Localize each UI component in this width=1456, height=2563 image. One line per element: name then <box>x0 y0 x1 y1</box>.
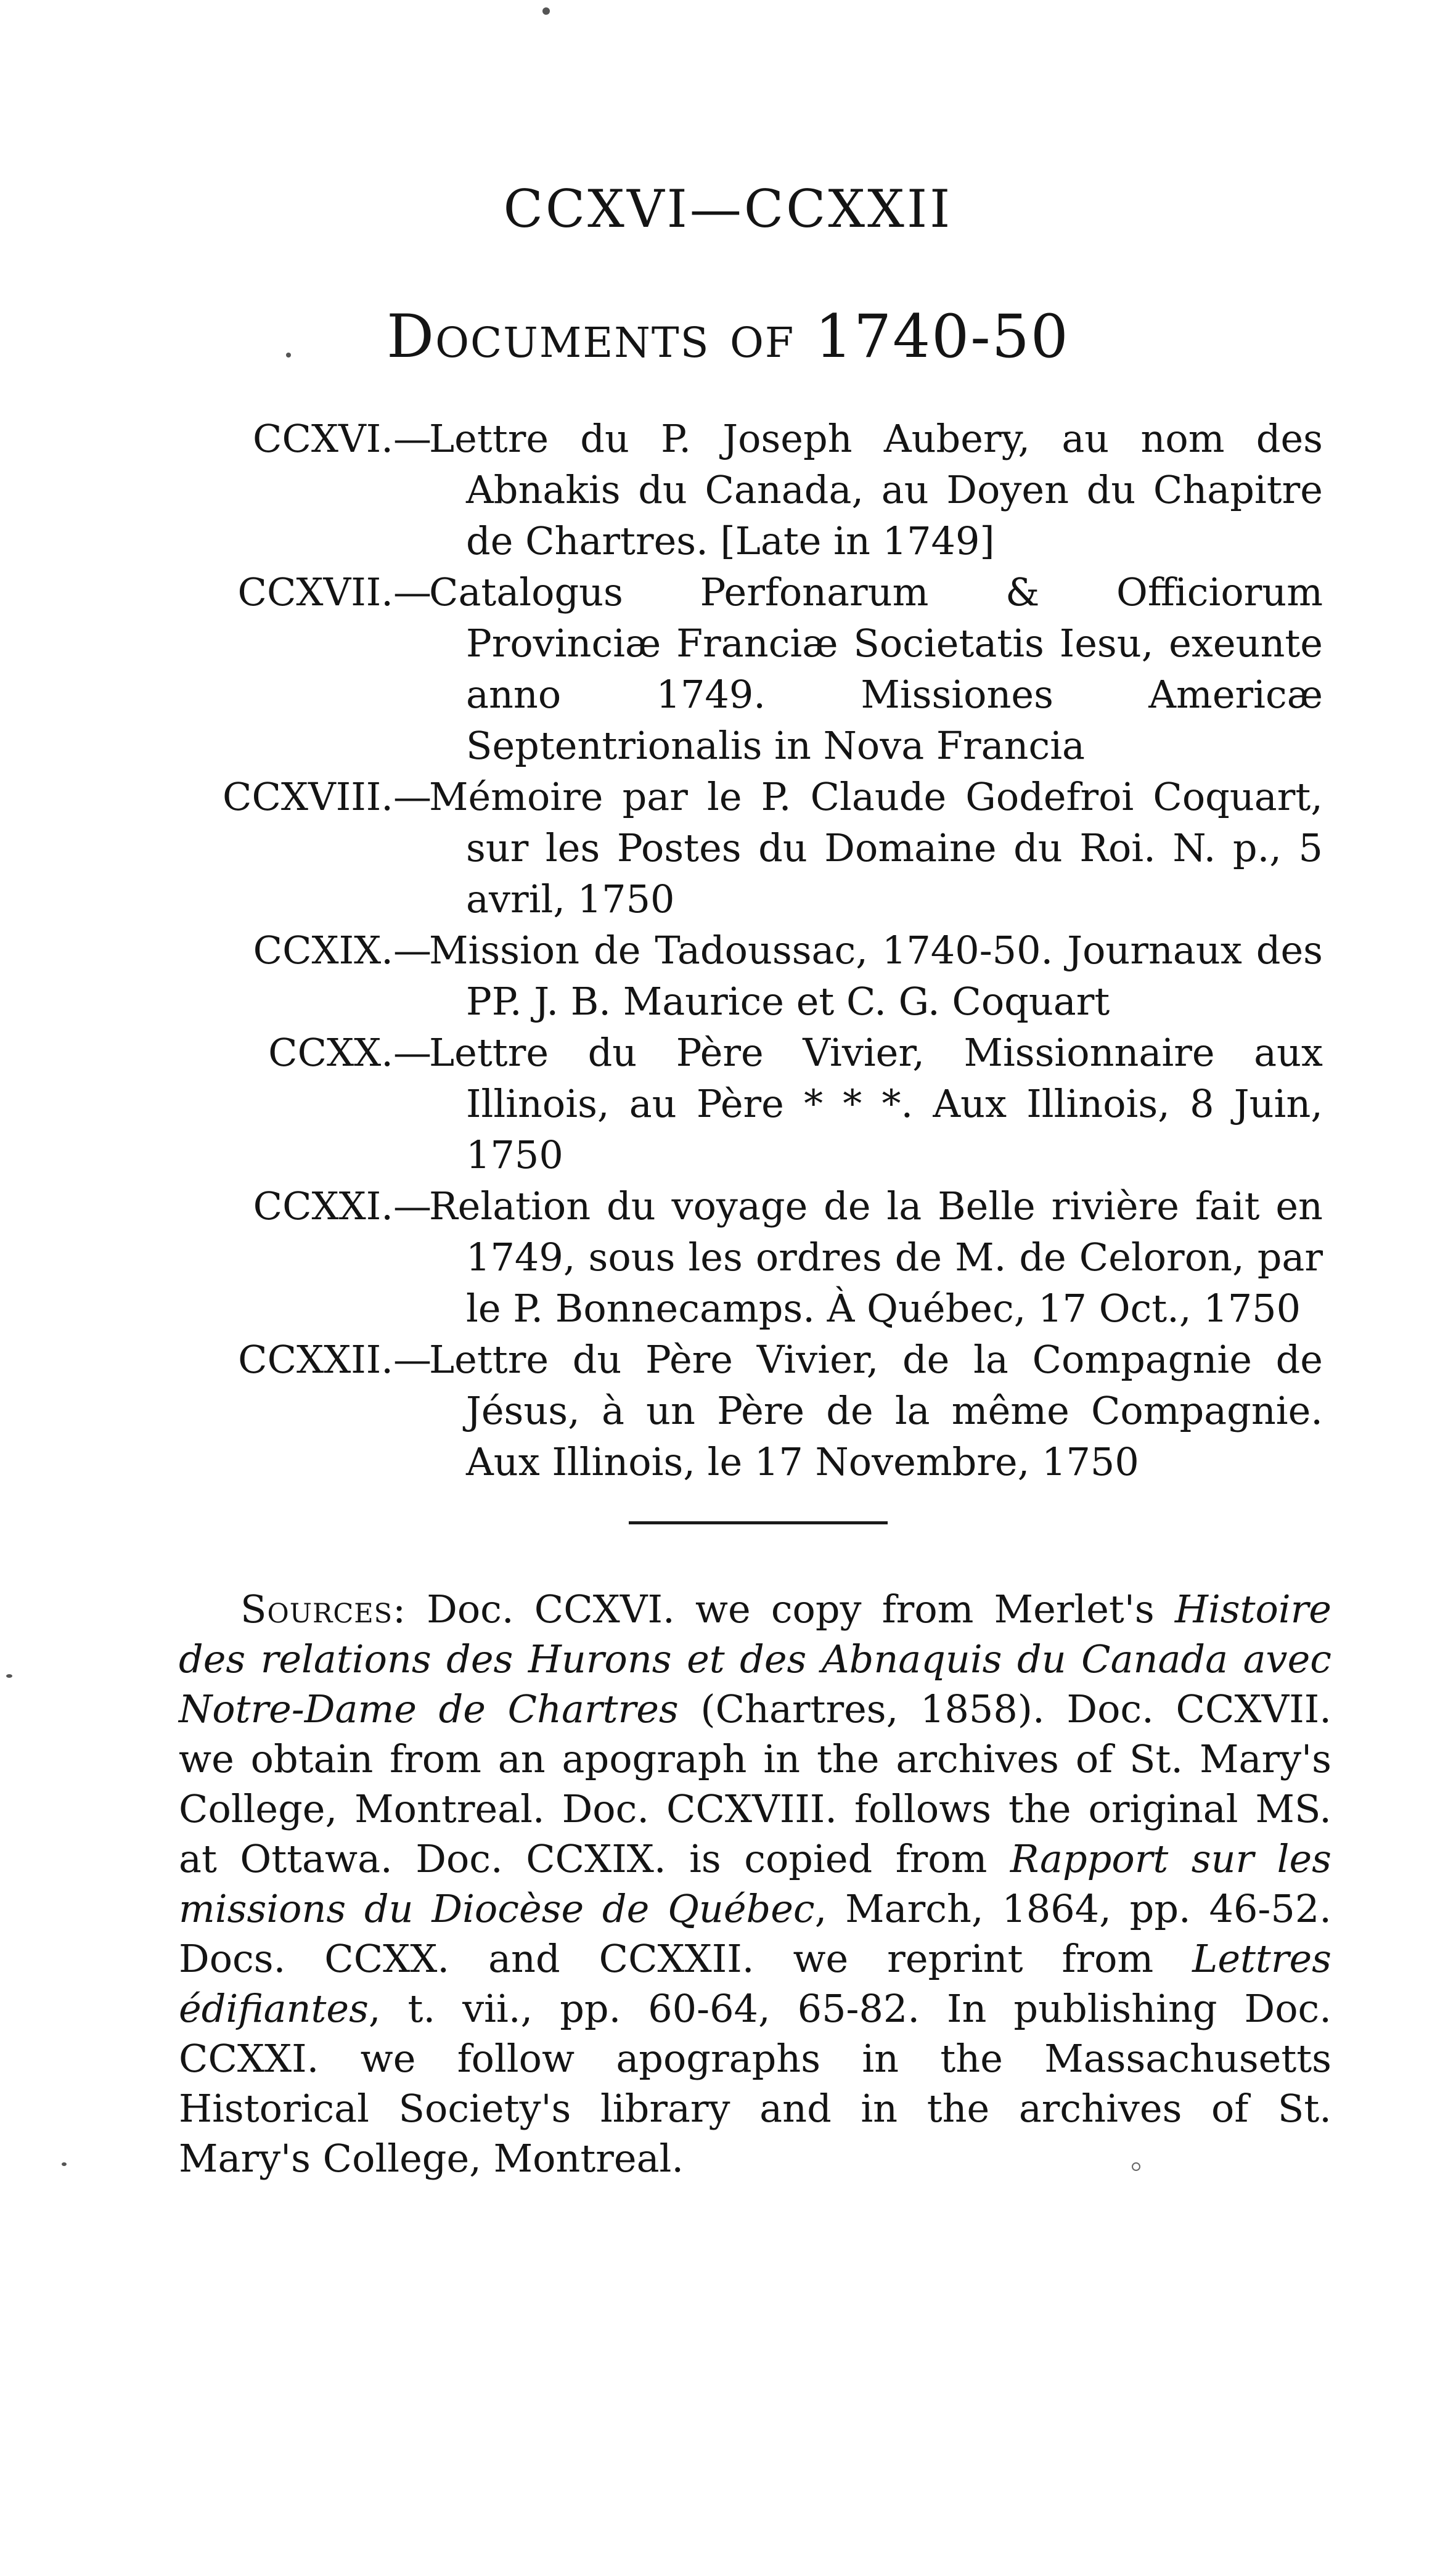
document-number: CCXVI.— <box>253 416 431 461</box>
scan-speck <box>1132 2162 1140 2171</box>
document-entry <box>0 1027 1456 1180</box>
section-divider <box>629 1521 888 1524</box>
document-entry <box>0 413 1456 566</box>
sources-text: , March, 1864, pp. 46-52. Docs. CCXX. and CCXXII. we reprint from <box>179 1886 1331 1981</box>
document-number: CCXX.— <box>268 1030 431 1075</box>
scan-speck <box>542 7 550 15</box>
scan-speck <box>62 2162 67 2166</box>
document-description: Lettre du Père Vivier, de la Compagnie de Jésus, à un Père de la même Compagnie. Aux Illinois, le 17 Novembre, 1750 <box>429 1337 1323 1484</box>
document-entry <box>0 1334 1456 1487</box>
scan-speck <box>286 353 291 358</box>
document-number: CCXVII.— <box>237 570 431 615</box>
document-entry <box>0 1180 1456 1334</box>
sources-text: (Chartres, 1858). Doc. CCXVII. we obtain from an apograph in the archives of St. Mary's College, Montreal. Doc. CCXVIII. follows the original MS. at Ottawa. Doc. CCXIX. is copied from <box>179 1686 1331 1881</box>
sources-title-italic: Rapport sur les missions du Diocèse de Québec <box>179 1836 1331 1931</box>
document-description: Catalogus Perfonarum & Officiorum Provinciæ Franciæ Societatis Iesu, exeunte anno 1749. Missiones Americæ Septentrionalis in Nova Francia <box>429 570 1323 768</box>
document-number: CCXIX.— <box>253 928 431 973</box>
document-description: Mémoire par le P. Claude Godefroi Coquart, sur les Postes du Domaine du Roi. N. p., 5 avril, 1750 <box>429 774 1323 922</box>
document-description: Relation du voyage de la Belle rivière fait en 1749, sous les ordres de M. de Celoron, par le P. Bonnecamps. À Québec, 17 Oct., 1750 <box>429 1183 1323 1331</box>
sources-title-italic: Lettres édifiantes <box>179 1936 1331 2031</box>
document-list <box>0 413 1456 1487</box>
document-range-heading: CCXVI—CCXXII <box>503 179 953 239</box>
document-entry <box>0 566 1456 771</box>
document-description: Mission de Tadoussac, 1740-50. Journaux des PP. J. B. Maurice et C. G. Coquart <box>429 928 1323 1024</box>
sources-text: , t. vii., pp. 60-64, 65-82. In publishing Doc. CCXXI. we follow apographs in the Massachusetts Historical Society's library and in the archives of St. Mary's College, Montreal. <box>179 1986 1331 2181</box>
sources-label: Sources: <box>240 1587 406 1632</box>
scan-speck <box>6 1674 12 1678</box>
document-number: CCXXI.— <box>253 1183 431 1228</box>
document-entry <box>0 925 1456 1027</box>
page-title: Documents of 1740-50 <box>386 302 1070 371</box>
document-description: Lettre du P. Joseph Aubery, au nom des Abnakis du Canada, au Doyen du Chapitre de Chartres. [Late in 1749] <box>429 416 1323 563</box>
document-entry <box>0 771 1456 925</box>
sources-text: Doc. CCXVI. we copy from Merlet's <box>406 1587 1175 1632</box>
sources-title-italic: Histoire des relations des Hurons et des Abnaquis du Canada avec Notre-Dame de Chartres <box>179 1587 1331 1731</box>
document-number: CCXXII.— <box>238 1337 431 1382</box>
sources-paragraph <box>179 1584 1331 2183</box>
document-description: Lettre du Père Vivier, Missionnaire aux Illinois, au Père * * *. Aux Illinois, 8 Juin, 1750 <box>429 1030 1323 1177</box>
document-number: CCXVIII.— <box>223 774 431 819</box>
